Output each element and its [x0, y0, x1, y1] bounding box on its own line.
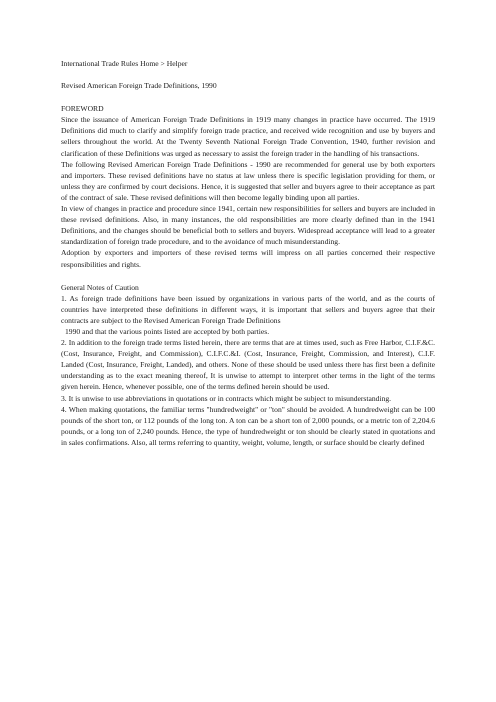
foreword-paragraph-2: The following Revised American Foreign Trade Definitions - 1990 are recommended for general use by both exporters and importers. These revised definitions have no status at law unless there is specific legislation providing for them, or unless they are confirmed by court decisions. Hence, it is suggested that seller and buyers agree to their acceptance as part of the contract of sale. These revised definitions will then become legally binding upon all parties. [61, 159, 435, 202]
caution-note-1-continued: 1990 and that the various points listed are accepted by both parties. [65, 326, 270, 336]
breadcrumb[interactable]: International Trade Rules Home > Helper [61, 59, 188, 68]
caution-heading: General Notes of Caution [61, 282, 139, 292]
foreword-paragraph-1: Since the issuance of American Foreign Trade Definitions in 1919 many changes in practice have occurred. The 1919 Definitions did much to clarify and simplify foreign trade practice, and received wide recognition and use by buyers and sellers throughout the world. At the Twenty Seventh National Foreign Trade Convention, 1940, further revision and clarification of these Definitions was urged as necessary to assist the foreign trader in the handling of his transactions. [61, 115, 435, 158]
foreword-heading: FOREWORD [61, 104, 104, 114]
caution-note-2: 2. In addition to the foreign trade terms listed herein, there are terms that are at times used, such as Free Harbor, C.I.F.&C. (Cost, Insurance, Freight, and Commission), C.I.F.C.&I. (Cost, Insurance, Freight, Commission, and Interest), C.I.F. Landed (Cost, Insurance, Freight, Landed), and others. None of these should be used unless there has first been a definite understanding as to the exact meaning thereof, It is unwise to attempt to interpret other terms in the light of the terms given herein. Hence, whenever possible, one of the terms defined herein should be used. [61, 338, 435, 392]
foreword-paragraph-4: Adoption by exporters and importers of these revised terms will impress on all parties concerned their respective responsibilities and rights. [61, 248, 435, 269]
caution-note-3: 3. It is unwise to use abbreviations in quotations or in contracts which might be subject to misunderstanding. [61, 393, 392, 403]
document-title: Revised American Foreign Trade Definitions, 1990 [61, 81, 217, 91]
caution-note-1: 1. As foreign trade definitions have been issued by organizations in various parts of the world, and as the courts of countries have interpreted these definitions in different ways, it is important that sellers and buyers agree that their contracts are subject to the Revised American Foreign Trade Definitions [61, 293, 435, 325]
caution-note-4: 4. When making quotations, the familiar terms "hundredweight" or "ton" should be avoided. A hundredweight can be 100 pounds of the short ton, or 112 pounds of the long ton. A ton can be a short ton of 2,000 pounds, or a metric ton of 2,204.6 pounds, or a long ton of 2,240 pounds. Hence, the type of hundredweight or ton should be clearly stated in quotations and in sales confirmations. Also, all terms referring to quantity, weight, volume, length, or surface should be clearly defined [61, 404, 435, 447]
foreword-paragraph-3: In view of changes in practice and procedure since 1941, certain new responsibilities for sellers and buyers are included in these revised definitions. Also, in many instances, the old responsibilities are more clearly defined than in the 1941 Definitions, and the changes should be beneficial both to sellers and buyers. Widespread acceptance will lead to a greater standardization of foreign trade procedure, and to the avoidance of much misunderstanding. [61, 204, 435, 247]
document-page [61, 58, 435, 448]
